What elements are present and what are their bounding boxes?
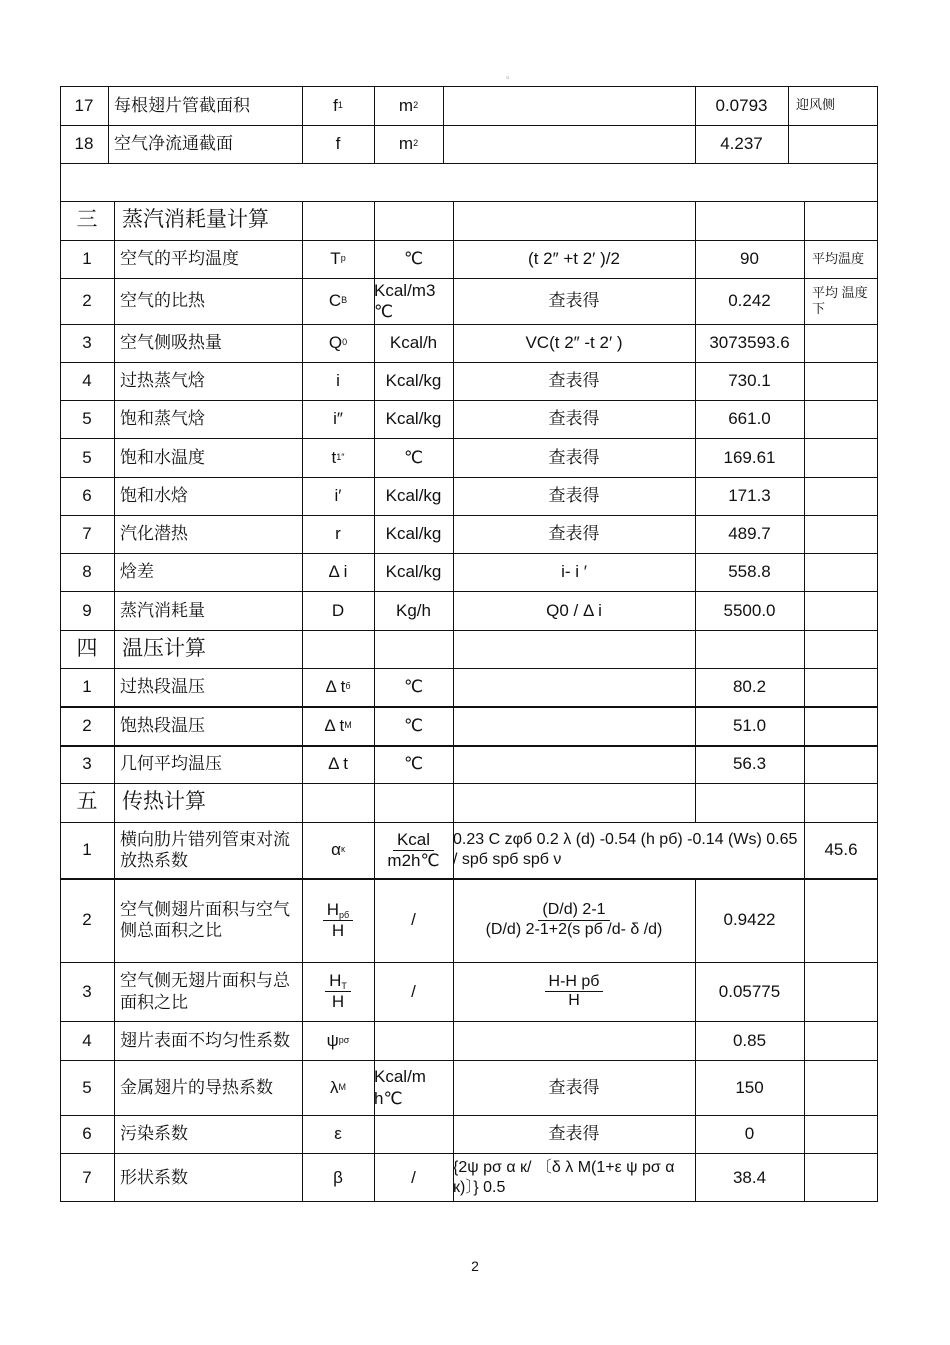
symbol-subscript: рб [339,909,350,920]
item-note: 平均 温度下 [812,284,868,316]
item-symbol [302,878,374,962]
item-note: 平均温度 [812,250,865,266]
row-number: 1 [82,677,92,697]
item-name: 饱和水焓 [120,486,188,506]
formula-numerator: (D/d) 2-1 [538,901,609,920]
item-name: 空气侧翅片面积与空气侧总面积之比 [120,899,290,940]
item-unit: / [411,1167,416,1187]
symbol-text: H [329,971,342,991]
column-divider [695,783,696,822]
item-value: 661.0 [728,409,771,429]
row-number: 17 [74,95,94,115]
item-unit: Kcal/m h℃ [374,1067,426,1108]
item-formula: 查表得 [548,371,600,391]
item-formula [453,1021,695,1060]
item-formula [453,668,695,706]
row-number: 4 [82,1030,92,1050]
item-name: 饱和蒸气焓 [120,409,205,429]
unit-denominator: m2h℃ [387,850,440,870]
item-value: 51.0 [732,715,767,735]
item-value: 0 [744,1124,755,1144]
column-divider [695,201,696,240]
row-number: 1 [82,249,92,269]
item-formula: 查表得 [548,486,600,506]
symbol-text: ψ [326,1030,339,1050]
symbol-subscript: рσ [338,1034,350,1045]
row-number: 3 [82,333,92,353]
unit-superscript: 2 [413,99,419,110]
column-divider [453,783,454,822]
item-value: 80.2 [732,677,767,697]
symbol-text: α [331,840,341,860]
row-number: 1 [82,840,92,860]
item-formula: 查表得 [548,524,600,544]
row-number: 9 [82,600,92,620]
item-formula [443,86,695,125]
item-symbol [302,125,374,163]
page-number: 2 [471,1258,479,1274]
item-unit: / [411,981,416,1001]
item-name: 过热蒸气焓 [120,371,205,391]
item-formula [453,962,695,1021]
item-formula: 查表得 [548,1077,600,1097]
item-formula: 0.23 C zφб 0.2 λ (d) -0.54 (h pб) -0.14 (Ws) 0.65 / sрб sрб sрб ν [453,831,798,868]
row-number: 6 [82,486,92,506]
symbol-text: λ [330,1077,339,1097]
item-note [788,125,878,163]
row-number: 5 [82,447,92,467]
item-symbol [302,362,374,400]
symbol-fraction [325,971,351,1012]
item-note [804,515,878,553]
item-symbol [302,591,374,630]
item-name: 蒸汽消耗量 [120,600,205,620]
item-formula: 查表得 [548,447,600,467]
item-note [804,1153,878,1202]
item-value: 3073593.6 [709,333,790,353]
item-symbol [302,822,374,878]
item-unit: Kcal/kg [385,409,442,429]
column-divider [374,201,375,240]
item-unit [374,1115,453,1153]
unit-text: m [398,134,414,154]
symbol-text: Δ i [328,562,348,582]
item-note [804,438,878,477]
item-formula [453,878,695,962]
item-note [804,1060,878,1115]
column-divider [374,630,375,668]
symbol-text: t [331,447,337,467]
item-formula: (t 2″ +t 2′ )/2 [528,249,620,269]
symbol-subscript: 0 [342,337,348,348]
column-divider [453,201,454,240]
item-value: 489.7 [728,524,771,544]
formula-denominator: (D/d) 2-1+2(s рб /d- δ /d) [485,920,663,938]
item-value: 0.242 [728,291,771,311]
symbol-numerator [323,900,353,921]
item-note [804,324,878,362]
item-symbol [302,962,374,1021]
row-number: 8 [82,562,92,582]
item-name: 饱热段温压 [120,715,205,735]
item-name: 过热段温压 [120,677,205,697]
symbol-text: Δ t [325,677,346,697]
item-value: 0.0793 [715,95,768,115]
item-symbol [302,477,374,515]
column-divider [804,630,805,668]
item-formula: VC(t 2″ -t 2′ ) [525,333,623,353]
section-number: 三 [76,208,98,232]
row-number: 5 [82,1077,92,1097]
symbol-subscript: p [340,253,346,264]
symbol-text: i″ [333,409,343,429]
symbol-fraction [323,900,353,941]
symbol-text: C [328,291,342,311]
item-symbol [302,553,374,591]
item-formula [453,745,695,783]
row-number: 6 [82,1124,92,1144]
item-unit: Kcal/kg [385,486,442,506]
item-value: 0.85 [732,1030,767,1050]
item-formula: 查表得 [548,409,600,429]
item-value: 730.1 [728,371,771,391]
section-number: 四 [76,636,98,660]
item-name: 空气的比热 [120,291,205,311]
item-symbol [302,706,374,745]
item-name: 金属翅片的导热系数 [120,1077,273,1097]
row-number: 18 [74,134,94,154]
column-divider [804,201,805,240]
item-unit: Kcal/kg [385,524,442,544]
item-note [804,400,878,438]
item-unit: Kcal/h [389,333,438,353]
item-value: 5500.0 [723,600,776,620]
item-name: 饱和水温度 [120,447,205,467]
item-value: 0.05775 [718,981,781,1001]
item-formula: 查表得 [548,291,600,311]
item-value: 38.4 [732,1167,767,1187]
symbol-denominator: H [331,992,345,1012]
formula-denominator: H [568,992,580,1009]
item-unit: Kcal/m3 ℃ [374,280,436,321]
symbol-denominator: H [331,920,345,940]
item-formula: i- i ′ [561,562,587,582]
formula-fraction [486,901,663,939]
section-title: 温压计算 [122,636,206,660]
item-note [804,553,878,591]
symbol-text: Δ t [328,754,348,774]
item-unit: ℃ [403,715,424,735]
item-unit: Kcal/kg [385,562,442,582]
item-unit: ℃ [403,754,424,774]
item-note [804,1021,878,1060]
item-symbol [302,1153,374,1202]
column-divider [302,201,303,240]
symbol-text: Q [328,333,343,353]
item-unit [374,1021,453,1060]
symbol-subscript: B [341,295,348,306]
symbol-subscript: T [341,981,347,992]
formula-fraction [545,973,604,1011]
symbol-text: T [330,249,341,269]
symbol-text: Δ t [324,715,345,735]
item-formula [453,706,695,745]
item-value: 558.8 [728,562,771,582]
row-number: 3 [82,754,92,774]
symbol-subscript: б [345,681,351,692]
item-formula: Q0 / Δ i [546,600,602,620]
item-unit: ℃ [403,249,424,269]
item-name: 焓差 [120,562,154,582]
column-divider [804,783,805,822]
item-unit [374,822,453,878]
row-number: 2 [82,291,92,311]
item-name: 形状系数 [120,1167,188,1187]
item-name: 空气的平均温度 [120,249,239,269]
symbol-text: β [333,1167,343,1187]
item-symbol [302,278,374,324]
item-value: 169.61 [723,447,776,467]
symbol-text: i [336,371,340,391]
item-symbol [302,86,374,125]
symbol-numerator [325,971,351,992]
item-unit: ℃ [403,447,424,467]
item-note [804,745,878,783]
symbol-text: f [333,95,338,115]
item-unit: Kcal/kg [385,371,442,391]
row-number: 4 [82,371,92,391]
symbol-subscript: 1 [337,99,343,110]
item-name: 每根翅片管截面积 [114,95,250,115]
row-divider [60,163,878,164]
column-divider [374,783,375,822]
column-divider [453,630,454,668]
symbol-subscript: к [340,844,345,855]
row-number: 3 [82,981,92,1001]
item-note [804,591,878,630]
symbol-subscript: 1″ [336,451,345,462]
item-value: 45.6 [824,840,858,860]
item-note [804,477,878,515]
item-name: 翅片表面不均匀性系数 [120,1030,290,1050]
item-formula: {2ψ рσ α к/ 〔δ λ M(1+ε ψ рσ α к)〕} 0.5 [453,1158,675,1196]
item-symbol [302,515,374,553]
item-note: 迎风侧 [796,97,836,113]
item-name: 空气侧无翅片面积与总面积之比 [120,971,290,1012]
column-divider [695,630,696,668]
item-unit: Kg/h [396,600,431,620]
unit-fraction [387,830,439,870]
item-formula: 查表得 [548,1124,600,1144]
item-note [804,362,878,400]
column-divider [302,783,303,822]
item-symbol [302,324,374,362]
column-divider [302,630,303,668]
unit-numerator: Kcal [393,830,434,851]
unit-text: m [398,95,414,115]
item-note [804,668,878,706]
section-number: 五 [76,790,98,814]
item-value: 171.3 [728,486,771,506]
item-symbol [302,400,374,438]
symbol-text: r [335,524,341,544]
item-symbol [302,1021,374,1060]
symbol-subscript: M [338,1081,346,1092]
item-note [804,706,878,745]
item-formula [443,125,695,163]
section-title: 传热计算 [122,790,206,814]
item-symbol [302,240,374,278]
item-value: 56.3 [732,754,767,774]
symbol-subscript: M [344,719,352,730]
item-symbol [302,1060,374,1115]
item-symbol [302,438,374,477]
row-number: 5 [82,409,92,429]
item-symbol [302,745,374,783]
symbol-text: i′ [334,486,342,506]
page-dot: 。 [506,70,516,80]
row-number: 7 [82,1167,92,1187]
formula-numerator: H-H рб [545,973,604,992]
item-note [804,1115,878,1153]
item-note [804,962,878,1021]
unit-superscript: 2 [413,138,419,149]
item-value: 150 [735,1077,764,1097]
row-number: 7 [82,524,92,544]
item-note [804,878,878,962]
item-value: 4.237 [720,134,763,154]
item-name: 几何平均温压 [120,754,222,774]
item-symbol [302,1115,374,1153]
item-unit: ℃ [403,677,424,697]
item-name: 空气侧吸热量 [120,333,222,353]
symbol-text: ε [334,1124,342,1144]
symbol-text: f [335,134,341,154]
symbol-text: D [331,600,345,620]
item-unit [374,125,443,163]
item-unit [374,86,443,125]
item-value: 90 [740,249,759,269]
item-name: 横向肋片错列管束对流放热系数 [120,829,290,870]
item-name: 汽化潜热 [120,524,188,544]
item-name: 空气净流通截面 [114,134,233,154]
row-number: 2 [82,910,92,930]
symbol-text: H [326,899,340,919]
item-symbol [302,668,374,706]
item-name: 污染系数 [120,1124,188,1144]
section-title: 蒸汽消耗量计算 [122,208,269,232]
item-value: 0.9422 [723,910,776,930]
row-number: 2 [82,715,92,735]
item-unit: / [411,910,416,930]
